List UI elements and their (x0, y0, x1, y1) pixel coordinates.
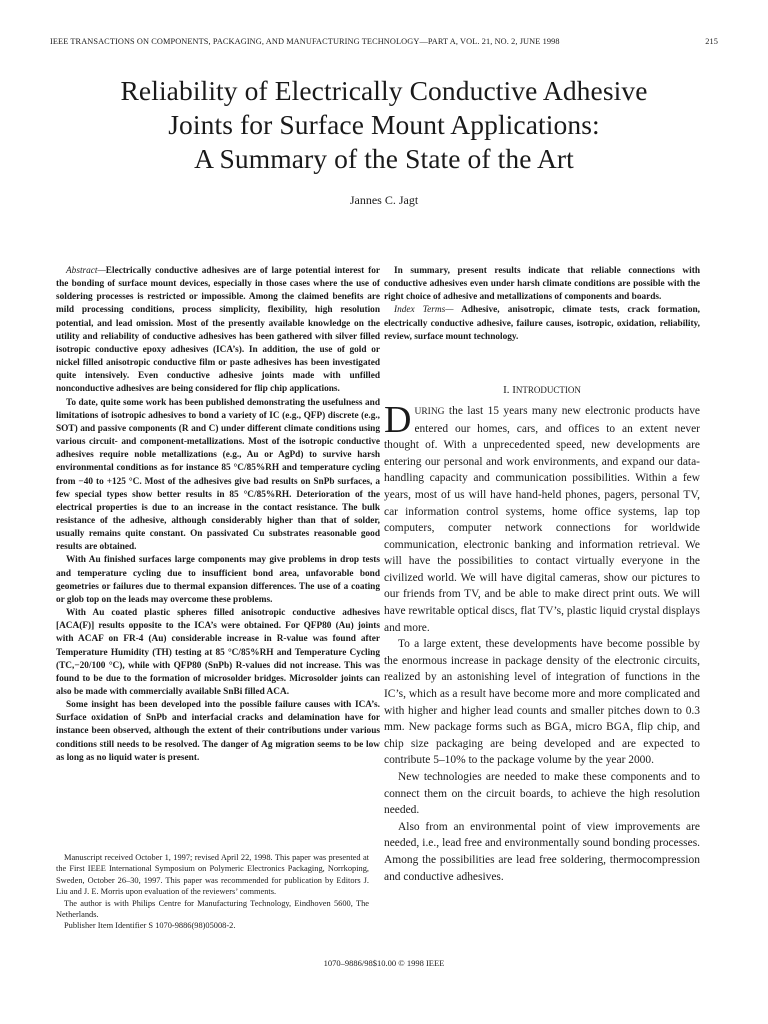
body-paragraph: Also from an environmental point of view improvements are needed, i.e., lead free and environmentally sound bonding processes. Among the possibilities are lead free soldering, thermocompression and conductive adhesives. (384, 820, 700, 883)
abstract-continued (384, 265, 700, 344)
author-name: Jannes C. Jagt (349, 193, 419, 207)
abstract (56, 265, 380, 765)
copyright-footer: 1070–9886/98$10.00 © 1998 IEEE (323, 958, 445, 968)
left-column (56, 265, 380, 765)
page-number: 215 (705, 37, 718, 46)
right-column (384, 265, 700, 885)
footnote-paragraph: Publisher Item Identifier S 1070-9886(98)05008-2. (64, 921, 236, 931)
journal-header: IEEE TRANSACTIONS ON COMPONENTS, PACKAGING, AND MANUFACTURING TECHNOLOGY—PART A, VOL. 21, NO. 2, JUNE 1998 (50, 37, 560, 46)
title-line-2: Joints for Surface Mount Applications: (168, 109, 600, 140)
index-terms: Index Terms— Adhesive, anisotropic, climate tests, crack formation, electrically conductive adhesive, failure causes, isotropic, oxidation, reliability, review, surface mount technology. (384, 305, 700, 342)
abstract-paragraph: Abstract—Electrically conductive adhesives are of large potential interest for the bonding of surface mount devices, especially in those cases where the use of soldering processes is restricted or impossible. Among the claimed benefits are mild processing conditions, process simplicity, flexibility, high resolution potential, and lead omission. Most of the presently available knowledge on the utility and reliability of conductive adhesives has been gathered with silver filled isotropic conductive epoxy adhesives (ICA’s). In addition, the use of gold or nickel filled anisotropic conductive film or paste adhesives has been investigated quite intensively. Even conductive adhesive joints made with unfilled nonconductive adhesives are being considered for flip chip applications. (56, 266, 380, 395)
title-line-3: A Summary of the State of the Art (194, 143, 574, 174)
abstract-label: Abstract— (66, 266, 106, 276)
abstract-paragraph: To date, quite some work has been published demonstrating the usefulness and limitations of isotropic adhesives to bond a variety of IC (e.g., QFP) discrete (e.g., SOT) and passive components (R and C) under different climate conditions using various circuit- and component-metallizations. Most of the isotropic conductive adhesives require noble metallizations (e.g., Au or AgPd) to survive harsh environmental conditions as for instance 85 °C/85%RH and temperature cycling from −40 to +125 °C. Most of the adhesives give bad results on SnPb surfaces, a few special types show better results in 85 °C/85%RH. Deterioration of the electrical properties is due to an increase in the contact resistance. The bulk resistance of the adhesive, although considerably higher than that of solder, usually remains quite constant. On passivated Cu substrates reasonable good results are obtained. (56, 397, 380, 553)
footnote (56, 852, 369, 932)
footnote-paragraph: Manuscript received October 1, 1997; revised April 22, 1998. This paper was presented at the First IEEE International Symposium on Polymeric Electronics Packaging, Norrkoping, Sweden, October 26–30, 1997. This paper was recommended for publication by Editors J. Liu and J. E. Morris upon evaluation of the reviewers’ comments. (56, 853, 369, 897)
footnote-paragraph: The author is with Philips Centre for Manufacturing Technology, Eindhoven 5600, The Netherlands. (56, 898, 369, 920)
abstract-paragraph: With Au coated plastic spheres filled anisotropic conductive adhesives [ACA(F)] results opposite to the ICA’s were obtained. For QFP80 (Au) joints with ACAF on FR-4 (Au) considerable increase in R-value was found after Temperature Humidity (TH) testing at 85 °C/85%RH and Temperature Cycling (TC,−20/100 °C), while with QFP80 (SnPb) R-values did not increase. This was found to be due to the formation of microsolder bridges. Microsolder joints can also be made with commercially available SnBi filled ACA. (56, 608, 380, 697)
section-heading-introduction: I. INTRODUCTION (503, 383, 581, 396)
index-terms-label: Index Terms— (394, 305, 454, 316)
title-line-1: Reliability of Electrically Conductive Adhesive (120, 75, 648, 106)
body-paragraph: To a large extent, these developments have become possible by the enormous increase in package density of the electronic circuits, realized by an astonishing level of integration of functions in the IC’s, which as a result have become more and more complicated and with higher and higher lead counts and smaller pitches down to 0.3 mm. New package forms such as BGA, micro BGA, flip chip, and chip size packaging are being developed and are expected to contribute 5–10% to the package volume by the year 2000. (384, 638, 700, 767)
body-paragraph: DURING the last 15 years many new electronic products have entered our homes, cars, and offices to an extent never thought of. With a unprecedented speed, new developments are entering our personal and work environments, and expand our data-handling capacity and communication possibilities. Within a few years, most of us will have hand-held phones, pagers, personal TV, car information control systems, home office systems, lap top computers, computer network connections for worldwide communication, electronic banking and information retrieval. We will have the possibilities to contact virtually everyone in the civilized world. We will have digital cameras, show our pictures to our friends from TV, and be able to make direct print outs. We will have rewritable optical discs, flat TV’s, plastic liquid crystal displays and more. (384, 398, 700, 634)
introduction-body (384, 398, 700, 885)
abstract-paragraph: In summary, present results indicate that reliable connections with conductive adhesives even under harsh climate conditions are possible with the right choice of adhesive and metallizations of components and boards. (384, 266, 700, 303)
drop-cap: D (384, 398, 412, 441)
paper-title (40, 74, 728, 176)
abstract-paragraph: With Au finished surfaces large components may give problems in drop tests and temperature cycling due to insufficient bond area, unfavorable bond geometries or failures due to thermal expansion differences. The use of a coating or glob top on the leads may overcome these problems. (56, 555, 380, 605)
body-paragraph: New technologies are needed to make these components and to connect them on the circuit boards, to achieve the high resolution needed. (384, 771, 700, 817)
abstract-paragraph: Some insight has been developed into the possible failure causes with ICA’s. Surface oxidation of SnPb and interfacial cracks and delamination have for instance been observed, although the extent of their contributions under various conditions still needs to be resolved. The danger of Ag migration seems to be low as long as no liquid water is present. (56, 700, 380, 763)
running-head (50, 37, 718, 46)
